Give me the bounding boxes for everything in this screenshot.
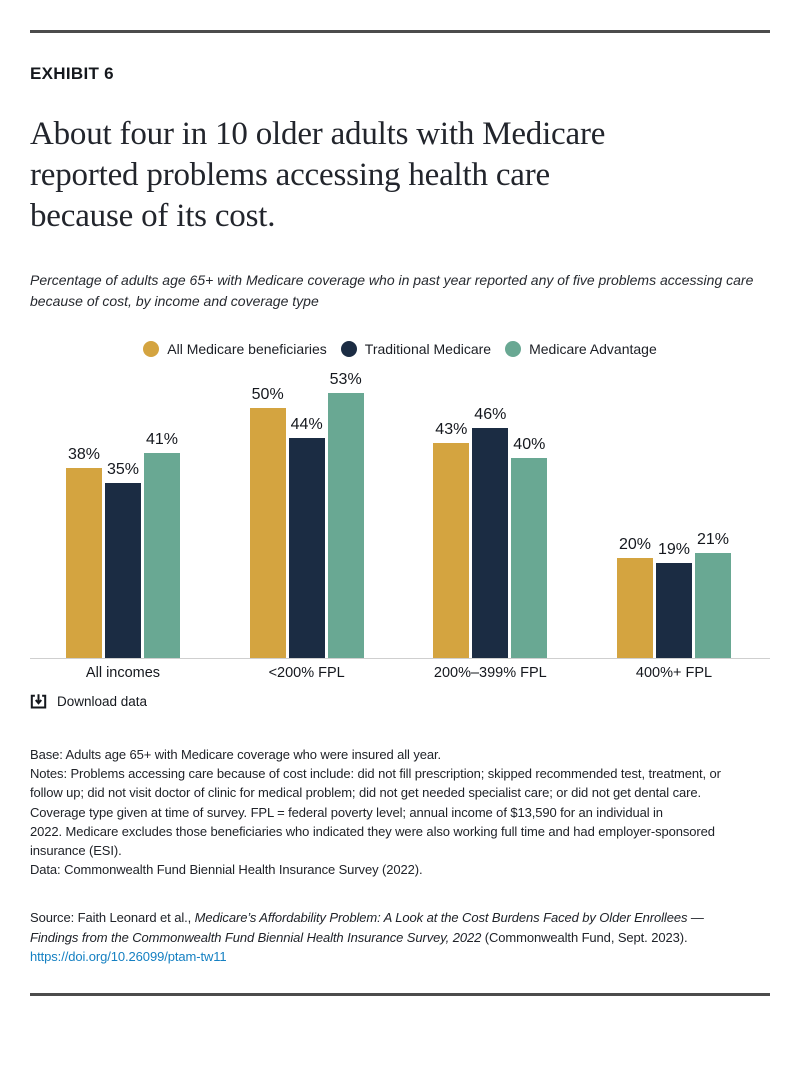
- bar-traditional-medicare-400-fpl: [656, 541, 692, 658]
- bar-value-label: 53%: [329, 371, 362, 388]
- bar-value-label: 44%: [290, 416, 323, 433]
- page-title: [30, 114, 770, 237]
- bar-group-400-fpl: [617, 531, 731, 658]
- source-line: [30, 908, 770, 928]
- category-label-200-fpl: <200% FPL: [268, 665, 345, 681]
- exhibit-page: [0, 30, 800, 996]
- notes-block: [30, 745, 770, 879]
- subtitle-line: because of cost, by income and coverage type: [30, 293, 319, 309]
- legend-swatch-icon: [341, 341, 357, 357]
- bar-group-200-399-fpl: [433, 406, 547, 658]
- bar-all-medicare-beneficiaries-200-fpl: [250, 386, 286, 658]
- bar-all-medicare-beneficiaries-200-399-fpl: [433, 421, 469, 658]
- bar-medicare-advantage-200-399-fpl: [511, 436, 547, 658]
- title-line: because of its cost.: [30, 198, 276, 234]
- subtitle-line: Percentage of adults age 65+ with Medicare coverage who in past year reported any of five problems accessing care: [30, 272, 754, 288]
- bar-medicare-advantage-all-incomes: [144, 431, 180, 658]
- bar-traditional-medicare-200-fpl: [289, 416, 325, 658]
- title-line: reported problems accessing health care: [30, 157, 550, 193]
- bar-chart: [30, 341, 770, 681]
- bar-value-label: 19%: [657, 541, 690, 558]
- doi-link[interactable]: https://doi.org/10.26099/ptam-tw11: [30, 949, 227, 965]
- bottom-rule: [30, 993, 770, 996]
- notes-line: follow up; did not visit doctor of clinic for medical problem; did not get needed specialist care; or did not get dental care.: [30, 785, 701, 801]
- bar-value-label: 46%: [474, 406, 507, 423]
- top-rule: [30, 30, 770, 33]
- legend-item-all-medicare-beneficiaries: [143, 341, 327, 357]
- source-text: Source: Faith Leonard et al.,: [30, 910, 195, 926]
- bar-value-label: 40%: [513, 436, 546, 453]
- title-line: About four in 10 older adults with Medicare: [30, 116, 606, 152]
- bar-medicare-advantage-400-fpl: [695, 531, 731, 658]
- source-title-italic: Findings from the Commonwealth Fund Biennial Health Insurance Survey, 2022: [30, 929, 482, 945]
- source-text: (Commonwealth Fund, Sept. 2023).: [481, 929, 688, 945]
- legend-swatch-icon: [505, 341, 521, 357]
- source-line: [30, 947, 770, 967]
- download-icon: [30, 693, 47, 710]
- legend-label: Medicare Advantage: [529, 341, 657, 357]
- notes-line: insurance (ESI).: [30, 843, 122, 859]
- bar-value-label: 50%: [251, 386, 284, 403]
- notes-line: Base: Adults age 65+ with Medicare coverage who were insured all year.: [30, 747, 442, 762]
- notes-line: Coverage type given at time of survey. FPL = federal poverty level; annual income of $13,590 for an individual in: [30, 804, 663, 820]
- notes-line: Notes: Problems accessing care because of cost include: did not fill prescription; skipped recommended test, treatment, or: [30, 766, 721, 782]
- download-data-link[interactable]: [30, 693, 147, 710]
- notes-line: Data: Commonwealth Fund Biennial Health Insurance Survey (2022).: [30, 862, 423, 878]
- legend-item-traditional-medicare: [341, 341, 491, 357]
- category-label-200-399-fpl: 200%–399% FPL: [433, 665, 547, 681]
- source-line: [30, 928, 770, 948]
- bar-value-label: 21%: [696, 531, 729, 548]
- bar-traditional-medicare-all-incomes: [105, 461, 141, 658]
- category-label-400-fpl: 400%+ FPL: [635, 665, 713, 681]
- legend-label: Traditional Medicare: [364, 341, 492, 357]
- legend-label: All Medicare beneficiaries: [167, 341, 327, 357]
- bar-group-all-incomes: [66, 431, 180, 658]
- chart-subtitle: [30, 270, 770, 312]
- chart-category-axis: [30, 659, 770, 681]
- legend-item-medicare-advantage: [505, 341, 657, 357]
- bar-value-label: 35%: [106, 461, 140, 478]
- legend-swatch-icon: [143, 341, 159, 357]
- bar-value-label: 43%: [435, 421, 468, 438]
- bar-all-medicare-beneficiaries-all-incomes: [66, 446, 102, 658]
- source-title-italic: Medicare’s Affordability Problem: A Look at the Cost Burdens Faced by Older Enrollees —: [194, 910, 704, 926]
- exhibit-label: EXHIBIT 6: [30, 64, 114, 83]
- category-label-all-incomes: All incomes: [85, 665, 161, 681]
- chart-plot-area: [30, 371, 770, 659]
- bar-all-medicare-beneficiaries-400-fpl: [617, 536, 653, 658]
- bar-value-label: 38%: [67, 446, 101, 463]
- download-row: [30, 693, 770, 715]
- bar-value-label: 41%: [145, 431, 179, 448]
- source-block: [30, 908, 770, 967]
- bar-group-200-fpl: [250, 371, 364, 658]
- download-label: Download data: [57, 694, 148, 709]
- chart-legend: [30, 341, 770, 357]
- notes-line: 2022. Medicare excludes those beneficiaries who indicated they were also working full time and had employer-sponsored: [30, 823, 715, 839]
- bar-medicare-advantage-200-fpl: [328, 371, 364, 658]
- bar-value-label: 20%: [618, 536, 651, 553]
- bar-traditional-medicare-200-399-fpl: [472, 406, 508, 658]
